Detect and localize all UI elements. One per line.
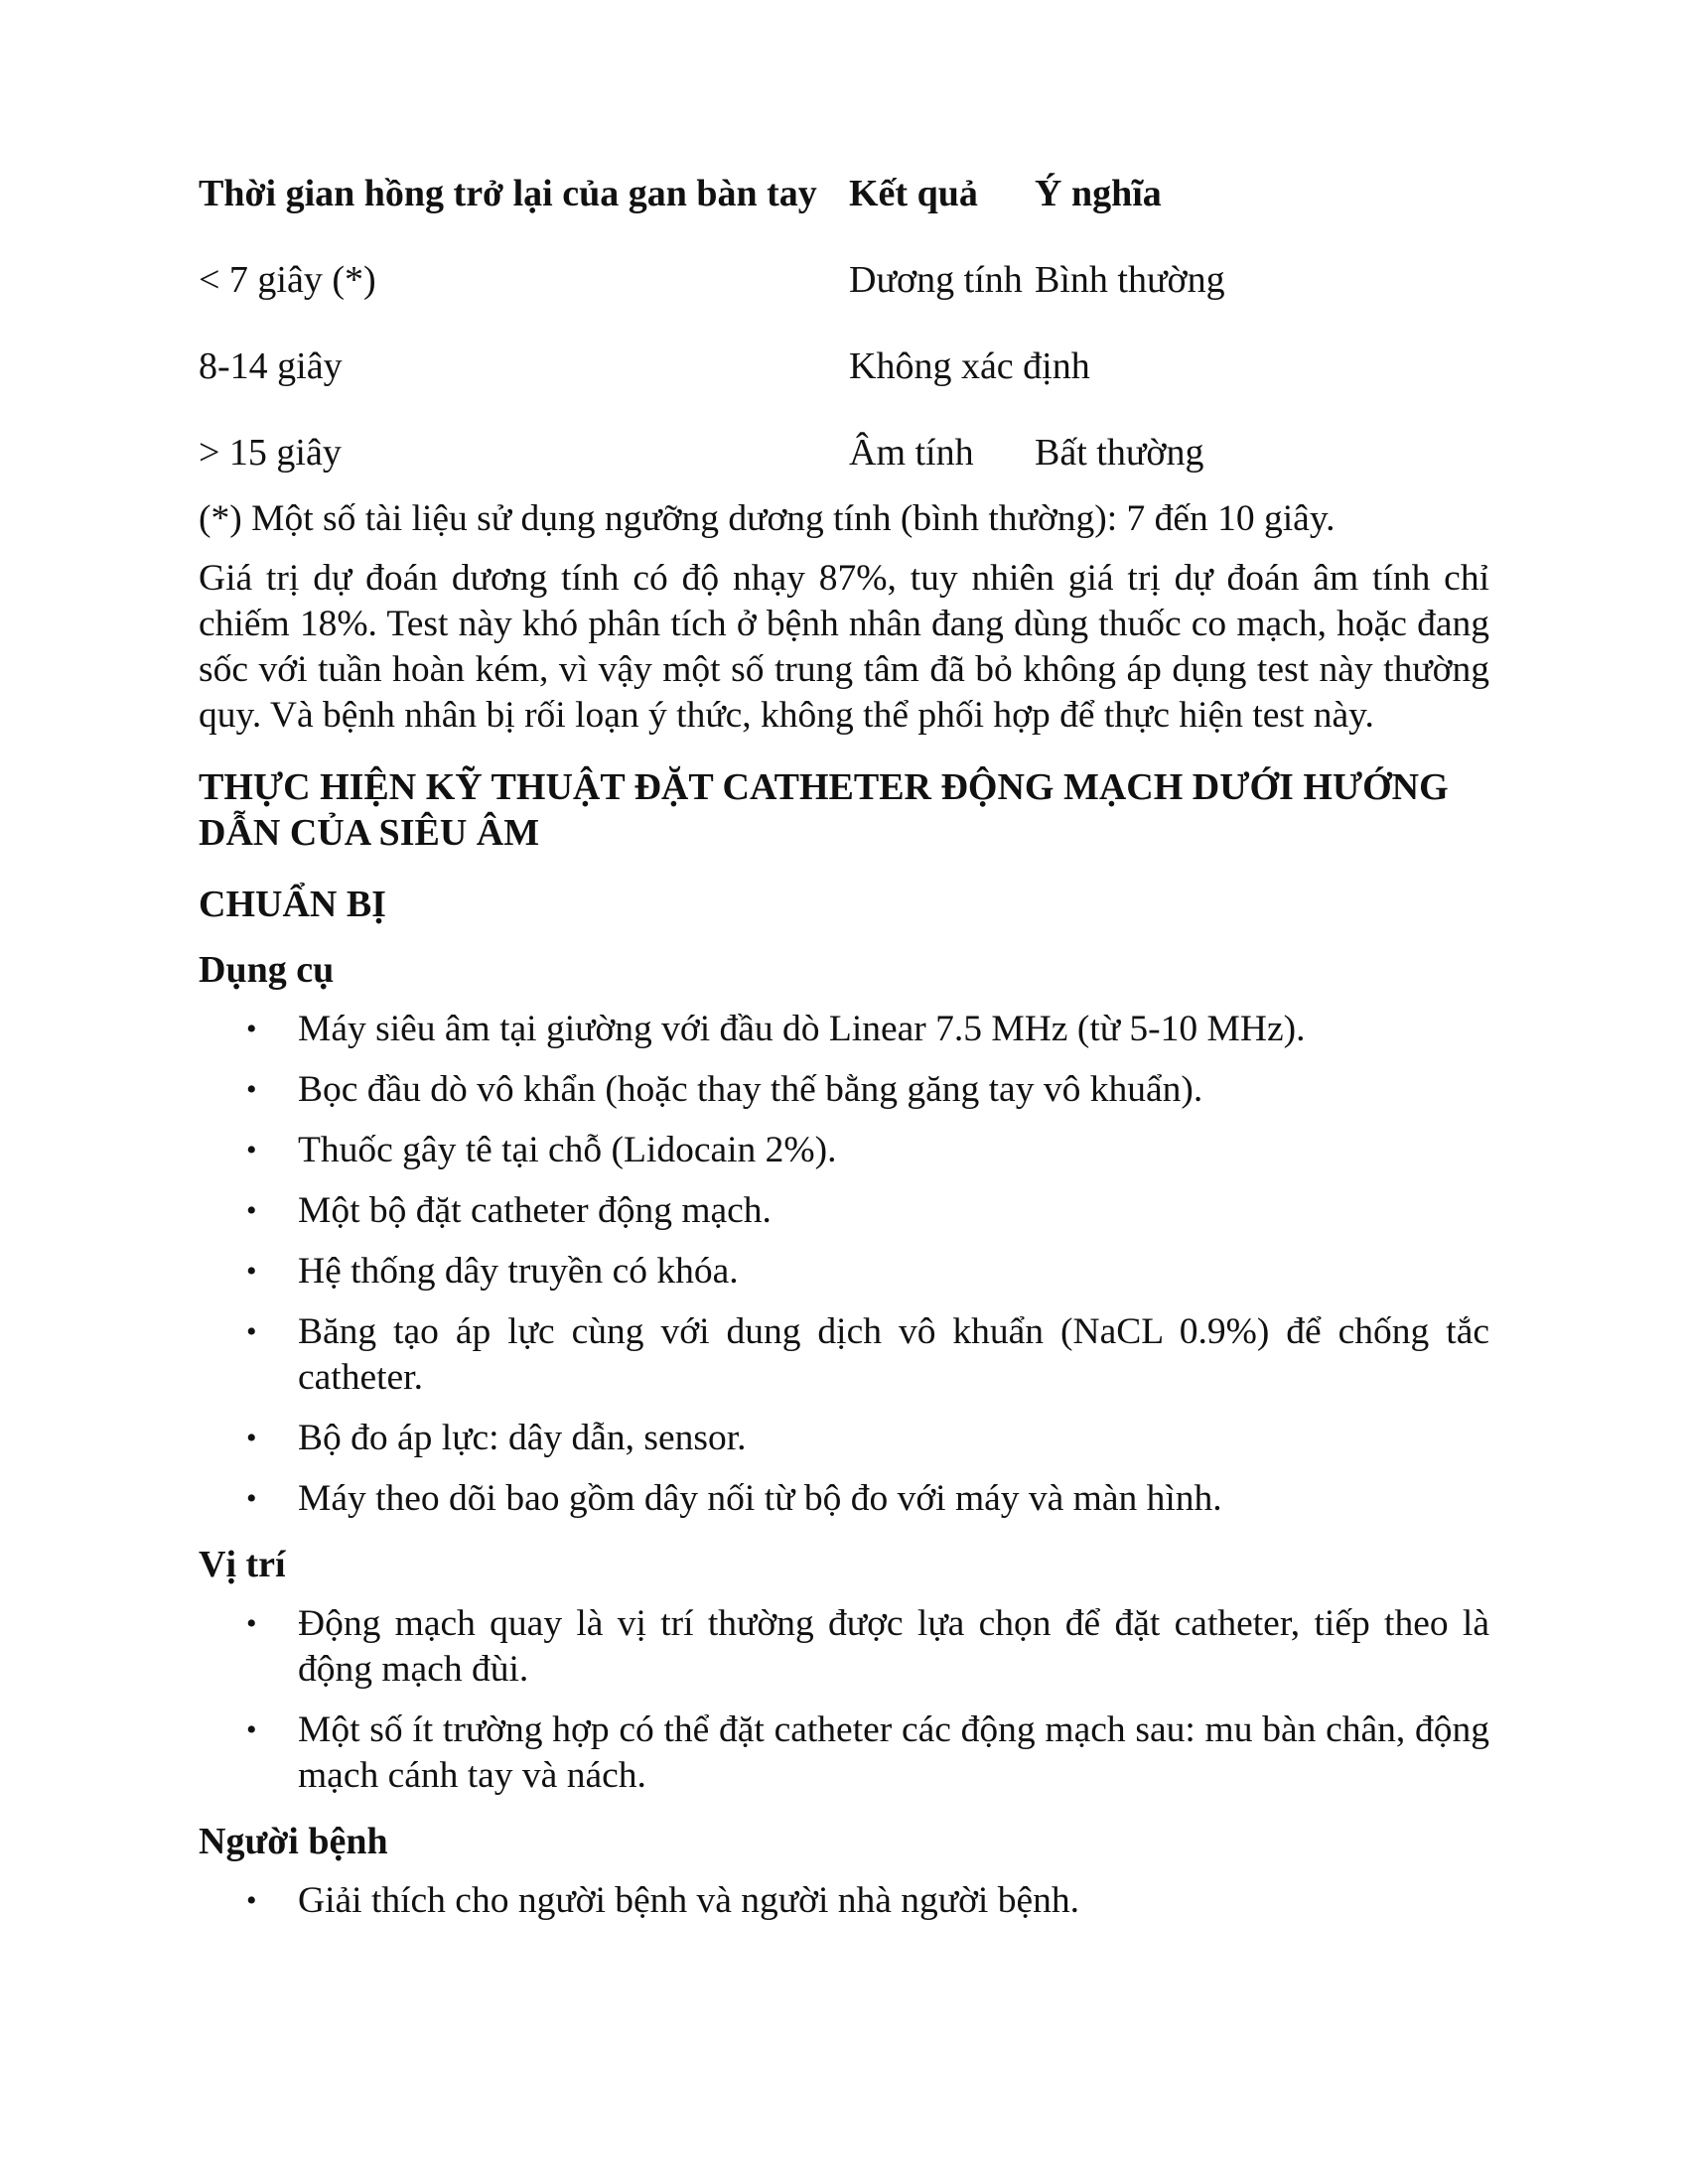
table-cell-meaning: Bình thường [1035, 259, 1225, 301]
table-header-result: Kết quả [849, 173, 978, 214]
list-item [199, 1188, 1489, 1234]
table-cell-time: < 7 giây (*) [199, 259, 376, 301]
list-item [199, 1128, 1489, 1173]
table-header-row [199, 169, 1489, 255]
list-item-text: Một bộ đặt catheter động mạch. [298, 1190, 772, 1231]
list-item-text: Giải thích cho người bệnh và người nhà người bệnh. [298, 1880, 1079, 1921]
position-list [199, 1601, 1489, 1799]
bullet-icon: • [246, 1073, 257, 1106]
capillary-refill-table [199, 169, 1489, 514]
list-item-text: Bọc đầu dò vô khẩn (hoặc thay thế bằng găng tay vô khuẩn). [298, 1069, 1203, 1110]
table-cell-result: Âm tính [849, 432, 974, 474]
list-item-text: Động mạch quay là vị trí thường được lựa chọn để đặt catheter, tiếp theo là động mạch đùi. [298, 1603, 1489, 1690]
list-item [199, 1878, 1489, 1924]
body-paragraph: Giá trị dự đoán dương tính có độ nhạy 87%, tuy nhiên giá trị dự đoán âm tính chỉ chiếm 18%. Test này khó phân tích ở bệnh nhân đang dùng thuốc co mạch, hoặc đang sốc với tuần hoàn kém, vì vậy một số trung tâm đã bỏ không áp dụng test này thường quy. Và bệnh nhân bị rối loạn ý thức, không thể phối hợp để thực hiện test này. [199, 558, 1489, 736]
list-item [199, 1476, 1489, 1522]
list-item-text: Thuốc gây tê tại chỗ (Lidocain 2%). [298, 1130, 837, 1170]
bullet-icon: • [246, 1134, 257, 1166]
list-item [199, 1309, 1489, 1401]
document-body [199, 496, 1489, 1939]
subsection-title: CHUẨN BỊ [199, 884, 386, 925]
list-item-text: Máy theo dõi bao gồm dây nối từ bộ đo với máy và màn hình. [298, 1478, 1222, 1519]
list-item [199, 1601, 1489, 1693]
table-cell-meaning: Bất thường [1035, 432, 1204, 474]
bullet-icon: • [246, 1315, 257, 1348]
patient-heading: Người bệnh [199, 1821, 388, 1862]
list-item [199, 1416, 1489, 1461]
table-header-time: Thời gian hồng trở lại của gan bàn tay [199, 173, 817, 214]
list-item [199, 1707, 1489, 1799]
list-item [199, 1067, 1489, 1113]
table-cell-result: Dương tính [849, 259, 1023, 301]
table-row [199, 255, 1489, 341]
bullet-icon: • [246, 1255, 257, 1288]
list-item [199, 1249, 1489, 1295]
list-item-text: Một số ít trường hợp có thể đặt catheter các động mạch sau: mu bàn chân, động mạch cánh tay và nách. [298, 1709, 1489, 1796]
list-item-text: Máy siêu âm tại giường với đầu dò Linear 7.5 MHz (từ 5-10 MHz). [298, 1009, 1306, 1049]
patient-list [199, 1878, 1489, 1924]
table-row [199, 341, 1489, 428]
list-item-text: Bộ đo áp lực: dây dẫn, sensor. [298, 1418, 747, 1458]
section-title: THỰC HIỆN KỸ THUẬT ĐẶT CATHETER ĐỘNG MẠCH DƯỚI HƯỚNG DẪN CỦA SIÊU ÂM [199, 766, 1449, 854]
bullet-icon: • [246, 1713, 257, 1746]
tools-list [199, 1007, 1489, 1522]
bullet-icon: • [246, 1607, 257, 1640]
bullet-icon: • [246, 1884, 257, 1917]
tools-heading: Dụng cụ [199, 949, 335, 991]
table-cell-time: 8-14 giây [199, 345, 343, 387]
table-footnote: (*) Một số tài liệu sử dụng ngưỡng dương tính (bình thường): 7 đến 10 giây. [199, 498, 1336, 539]
list-item [199, 1007, 1489, 1052]
table-cell-result: Không xác định [849, 345, 1090, 387]
bullet-icon: • [246, 1422, 257, 1454]
position-heading: Vị trí [199, 1544, 286, 1585]
bullet-icon: • [246, 1482, 257, 1515]
table-cell-time: > 15 giây [199, 432, 342, 474]
bullet-icon: • [246, 1013, 257, 1045]
list-item-text: Băng tạo áp lực cùng với dung dịch vô khuẩn (NaCL 0.9%) để chống tắc catheter. [298, 1311, 1489, 1398]
list-item-text: Hệ thống dây truyền có khóa. [298, 1251, 739, 1292]
table-header-meaning: Ý nghĩa [1035, 173, 1162, 214]
bullet-icon: • [246, 1194, 257, 1227]
